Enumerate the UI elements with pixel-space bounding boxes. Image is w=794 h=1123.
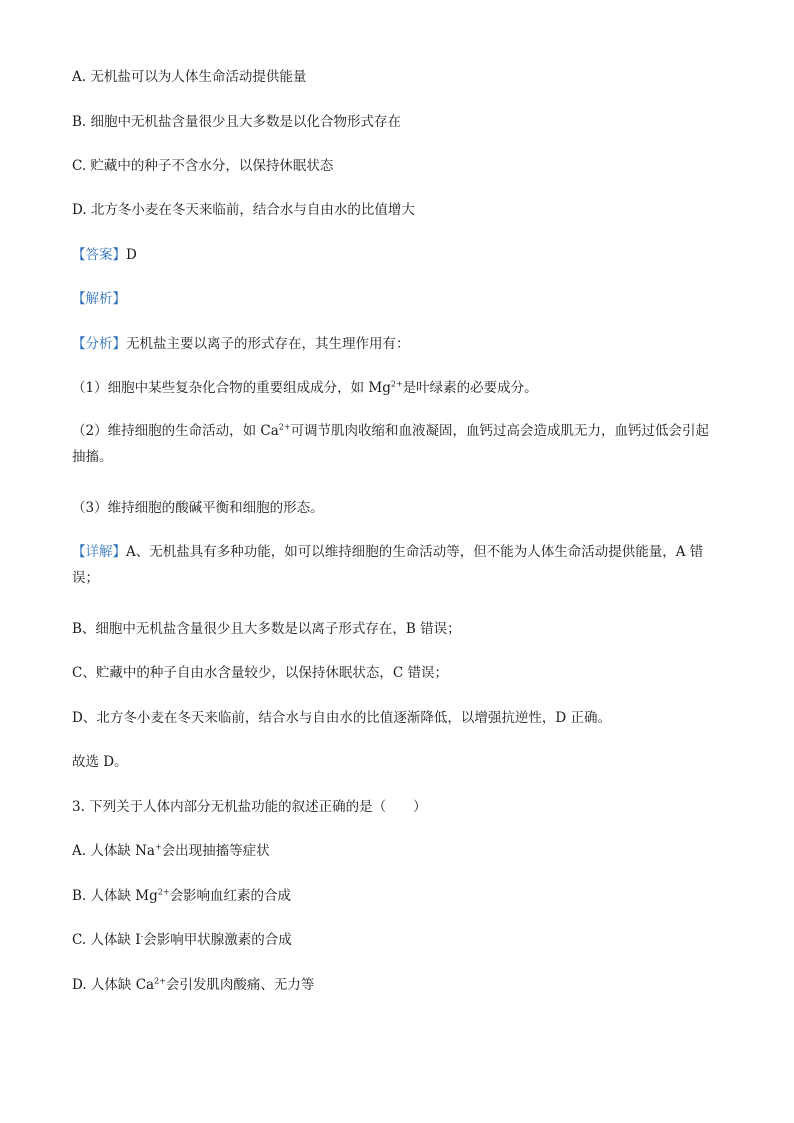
answer-tag: 【答案】 [72, 247, 126, 263]
fenxi-point-1 [72, 377, 722, 399]
q3-a-sup: + [154, 842, 162, 852]
point-1-text-a: （1）细胞中某些复杂化合物的重要组成成分，如 Mg [72, 380, 391, 396]
q3-d-pre: D. 人体缺 Ca [72, 977, 155, 993]
q3-b-post: 会影响血红素的合成 [169, 888, 292, 904]
xiangjie-c: C、贮藏中的种子自由水含量较少，以保持休眠状态，C 错误； [72, 665, 448, 681]
xiangjie-b: B、细胞中无机盐含量很少且大多数是以离子形式存在，B 错误； [72, 621, 461, 637]
q3-option-d [72, 974, 722, 996]
analysis-tag: 【解析】 [72, 291, 126, 307]
xiangjie-d: D、北方冬小麦在冬天来临前，结合水与自由水的比值逐渐降低，以增强抗逆性，D 正确。 [72, 710, 611, 726]
xiangjie-text: A、无机盐具有多种功能，如可以维持细胞的生命活动等，但不能为人体生命活动提供能量，A 错误； [72, 544, 704, 586]
option-b: B. 细胞中无机盐含量很少且大多数是以化合物形式存在 [72, 114, 402, 130]
q3-d-post: 会引发肌肉酸痛、无力等 [165, 977, 315, 993]
conclusion: 故选 D。 [72, 754, 128, 770]
q3-a-pre: A. 人体缺 Na [72, 843, 155, 859]
option-c: C. 贮藏中的种子不含水分，以保持休眠状态 [72, 158, 334, 174]
fenxi-line [72, 333, 722, 355]
option-a: A. 无机盐可以为人体生命活动提供能量 [72, 69, 307, 85]
q3-c-post: 会影响甲状腺激素的合成 [143, 932, 292, 948]
question-3-stem: 3. 下列关于人体内部分无机盐功能的叙述正确的是（ ） [72, 799, 427, 815]
answer-value: D [126, 247, 137, 263]
q3-b-sup: 2+ [157, 887, 170, 897]
point-1-sup: 2+ [390, 379, 403, 389]
answer-line [72, 244, 722, 266]
fenxi-tag: 【分析】 [72, 336, 126, 352]
q3-option-b [72, 885, 722, 907]
analysis-heading [72, 288, 722, 310]
point-2-text-b: 可调节肌肉收缩和血液凝固，血钙过高会造成肌无力，血钙过低会引起抽搐。 [72, 423, 710, 465]
fenxi-point-3: （3）维持细胞的酸碱平衡和细胞的形态。 [72, 500, 324, 516]
q3-d-sup: 2+ [154, 976, 166, 986]
point-1-text-b: 是叶绿素的必要成分。 [402, 380, 538, 396]
xiangjie-tag: 【详解】 [72, 544, 126, 560]
fenxi-text: 无机盐主要以离子的形式存在，其生理作用有： [126, 336, 410, 352]
q3-a-post: 会出现抽搐等症状 [161, 843, 270, 859]
q3-option-a [72, 840, 722, 862]
q3-option-c [72, 929, 722, 951]
option-d: D. 北方冬小麦在冬天来临前，结合水与自由水的比值增大 [72, 202, 415, 218]
point-2-text-a: （2）维持细胞的生命活动，如 Ca [72, 423, 279, 439]
fenxi-point-2 [72, 418, 722, 470]
q3-c-pre: C. 人体缺 I [72, 932, 141, 948]
point-2-sup: 2+ [278, 422, 291, 432]
q3-c-sup: - [140, 931, 144, 941]
q3-b-pre: B. 人体缺 Mg [72, 888, 158, 904]
xiangjie-a [72, 539, 722, 591]
